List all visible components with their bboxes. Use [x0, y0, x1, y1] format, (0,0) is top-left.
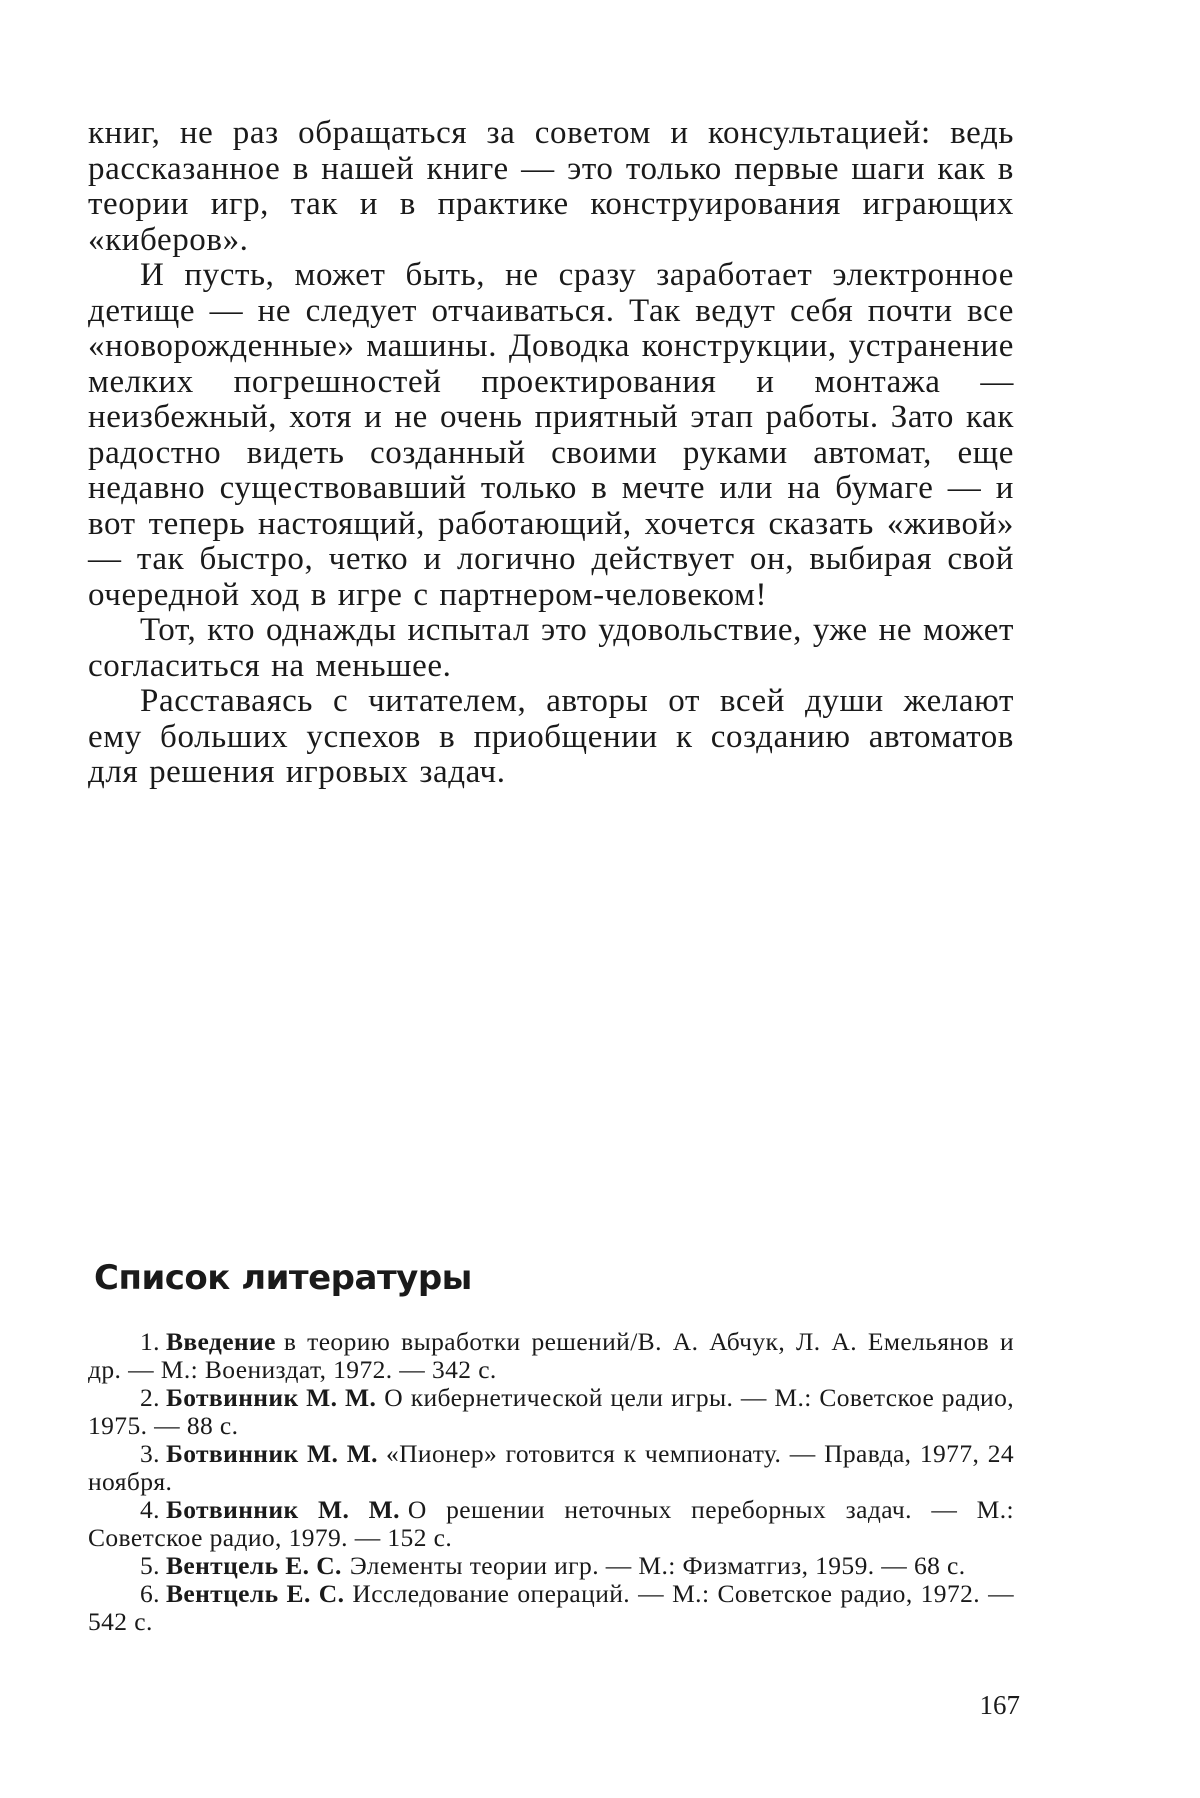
body-text: [88, 116, 1014, 791]
paragraph-3: Тот, кто однажды испытал это удовольствие, уже не может согласиться на меньшее.: [88, 612, 1014, 684]
reference-author: Ботвинник М. М.: [165, 1439, 378, 1468]
reference-list: [88, 1328, 1014, 1636]
section-title: Список литературы: [94, 1258, 472, 1298]
reference-details: О решении неточных переборных задач. — М.: Советское радио, 1979. — 152 с.: [88, 1495, 1014, 1552]
reference-author: Введение: [165, 1327, 276, 1356]
reference-item: [88, 1496, 1014, 1552]
paragraph-2: И пусть, может быть, не сразу заработает электронное детище — не следует отчаиваться. Так ведут себя почти все «новорожденные» машины. Доводка конструкции, устранение мелких погрешностей проектирования и монтажа — неизбежный, хотя и не очень приятный этап работы. Зато как радостно видеть созданный своими руками автомат, еще недавно существовавший только в мечте или на бумаге — и вот теперь настоящий, работающий, хочется сказать «живой» — так быстро, четко и логично действует он, выбирая свой очередной ход в игре с партнером-человеком!: [88, 257, 1014, 613]
paragraph-4: Расставаясь с читателем, авторы от всей души желают ему больших успехов в приобщении к созданию автоматов для решения игровых задач.: [88, 683, 1014, 790]
reference-item: [88, 1440, 1014, 1496]
reference-author: Вентцель Е. С.: [165, 1551, 342, 1580]
reference-author: Ботвинник М. М.: [165, 1495, 400, 1524]
reference-number: 3.: [140, 1439, 160, 1468]
reference-details: в теорию выработки решений/В. А. Абчук, Л. А. Емельянов и др. — М.: Воениздат, 1972. — 342 с.: [88, 1327, 1014, 1384]
reference-details: Исследование операций. — М.: Советское радио, 1972. — 542 с.: [88, 1579, 1014, 1636]
reference-details: «Пионер» готовится к чемпионату. — Правда, 1977, 24 ноября.: [88, 1439, 1014, 1496]
reference-details: Элементы теории игр. — М.: Физматгиз, 1959. — 68 с.: [349, 1551, 966, 1580]
reference-number: 1.: [140, 1327, 160, 1356]
paragraph-1: книг, не раз обращаться за советом и консультацией: ведь рассказанное в нашей книге — это только первые шаги как в теории игр, так и в практике конструирования играющих «киберов».: [88, 115, 1014, 258]
page-number: 167: [979, 1690, 1020, 1720]
reference-author: Вентцель Е. С.: [165, 1579, 345, 1608]
reference-item: [88, 1328, 1014, 1384]
reference-item: [88, 1580, 1014, 1636]
reference-number: 2.: [140, 1383, 160, 1412]
reference-number: 4.: [140, 1495, 160, 1524]
reference-number: 5.: [140, 1551, 160, 1580]
reference-item: [88, 1384, 1014, 1440]
reference-author: Ботвинник М. М.: [165, 1383, 377, 1412]
reference-details: О кибернетической цели игры. — М.: Советское радио, 1975. — 88 с.: [88, 1383, 1014, 1440]
reference-item: [88, 1552, 1014, 1580]
reference-number: 6.: [140, 1579, 160, 1608]
